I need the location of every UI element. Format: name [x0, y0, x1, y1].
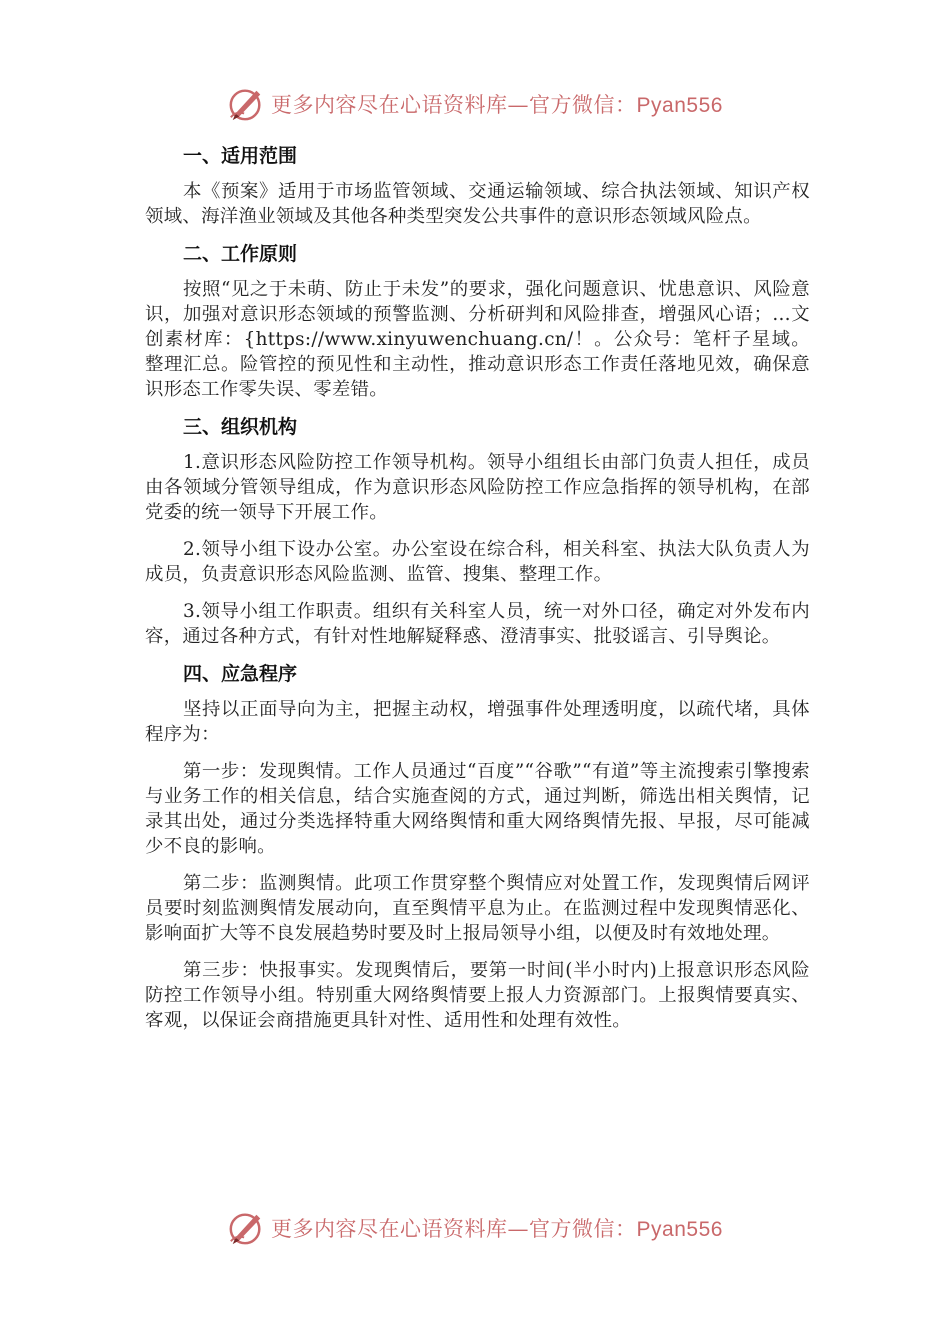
pen-logo-icon [227, 85, 265, 123]
banner-text: 更多内容尽在心语资料库—官方微信：Pyan556 [271, 93, 723, 117]
paragraph: 1.意识形态风险防控工作领导机构。领导小组组长由部门负责人担任，成员由各领域分管领导组成，作为意识形态风险防控工作应急指挥的领导机构，在部党委的统一领导下开展工作。 [145, 452, 810, 523]
paragraph: 第一步：发现舆情。工作人员通过“百度”“谷歌”“有道”等主流搜索引擎搜索与业务工作的相关信息，结合实施查阅的方式，通过判断，筛选出相关舆情，记录其出处，通过分类选择特重大网络舆情和重大网络舆情先报、早报，尽可能减少不良的影响。 [145, 761, 810, 857]
paragraph: 本《预案》适用于市场监管领域、交通运输领域、综合执法领域、知识产权领域、海洋渔业领域及其他各种类型突发公共事件的意识形态领域风险点。 [145, 181, 810, 227]
wechat-id: Pyan556 [636, 1218, 723, 1241]
wechat-id: Pyan556 [636, 94, 723, 117]
paragraph: 按照“见之于未萌、防止于未发”的要求，强化问题意识、忧患意识、风险意识，加强对意识形态领域的预警监测、分析研判和风险排查，增强风心语；…文创素材库：{https://www.xinyuwenchuang.cn/！。公众号：笔杆子星域。整理汇总。险管控的预见性和主动性，推动意识形态工作责任落地见效，确保意识形态工作零失误、零差错。 [145, 279, 810, 400]
section-scope [145, 143, 810, 229]
section-heading: 一、适用范围 [183, 145, 298, 167]
footer-banner [0, 1208, 950, 1248]
section-organization [145, 414, 810, 649]
banner-text: 更多内容尽在心语资料库—官方微信：Pyan556 [271, 1217, 723, 1241]
paragraph: 3.领导小组工作职责。组织有关科室人员，统一对外口径，确定对外发布内容，通过各种方式，有针对性地解疑释惑、澄清事实、批驳谣言、引导舆论。 [145, 601, 810, 647]
section-heading: 三、组织机构 [183, 416, 298, 438]
section-heading: 四、应急程序 [183, 663, 298, 685]
paragraph: 坚持以正面导向为主，把握主动权，增强事件处理透明度，以疏代堵，具体程序为： [145, 699, 810, 745]
section-heading: 二、工作原则 [183, 243, 298, 265]
document-body [145, 143, 810, 1045]
paragraph: 2.领导小组下设办公室。办公室设在综合科，相关科室、执法大队负责人为成员，负责意识形态风险监测、监管、搜集、整理工作。 [145, 539, 810, 585]
paragraph: 第二步：监测舆情。此项工作贯穿整个舆情应对处置工作，发现舆情后网评员要时刻监测舆情发展动向，直至舆情平息为止。在监测过程中发现舆情恶化、影响面扩大等不良发展趋势时要及时上报局领导小组，以便及时有效地处理。 [145, 873, 810, 944]
section-principles [145, 241, 810, 402]
header-banner [0, 84, 950, 124]
section-procedure [145, 661, 810, 1033]
pen-logo-icon [227, 1209, 265, 1247]
paragraph: 第三步：快报事实。发现舆情后，要第一时间(半小时内)上报意识形态风险防控工作领导小组。特别重大网络舆情要上报人力资源部门。上报舆情要真实、客观，以保证会商措施更具针对性、适用性和处理有效性。 [145, 960, 810, 1031]
